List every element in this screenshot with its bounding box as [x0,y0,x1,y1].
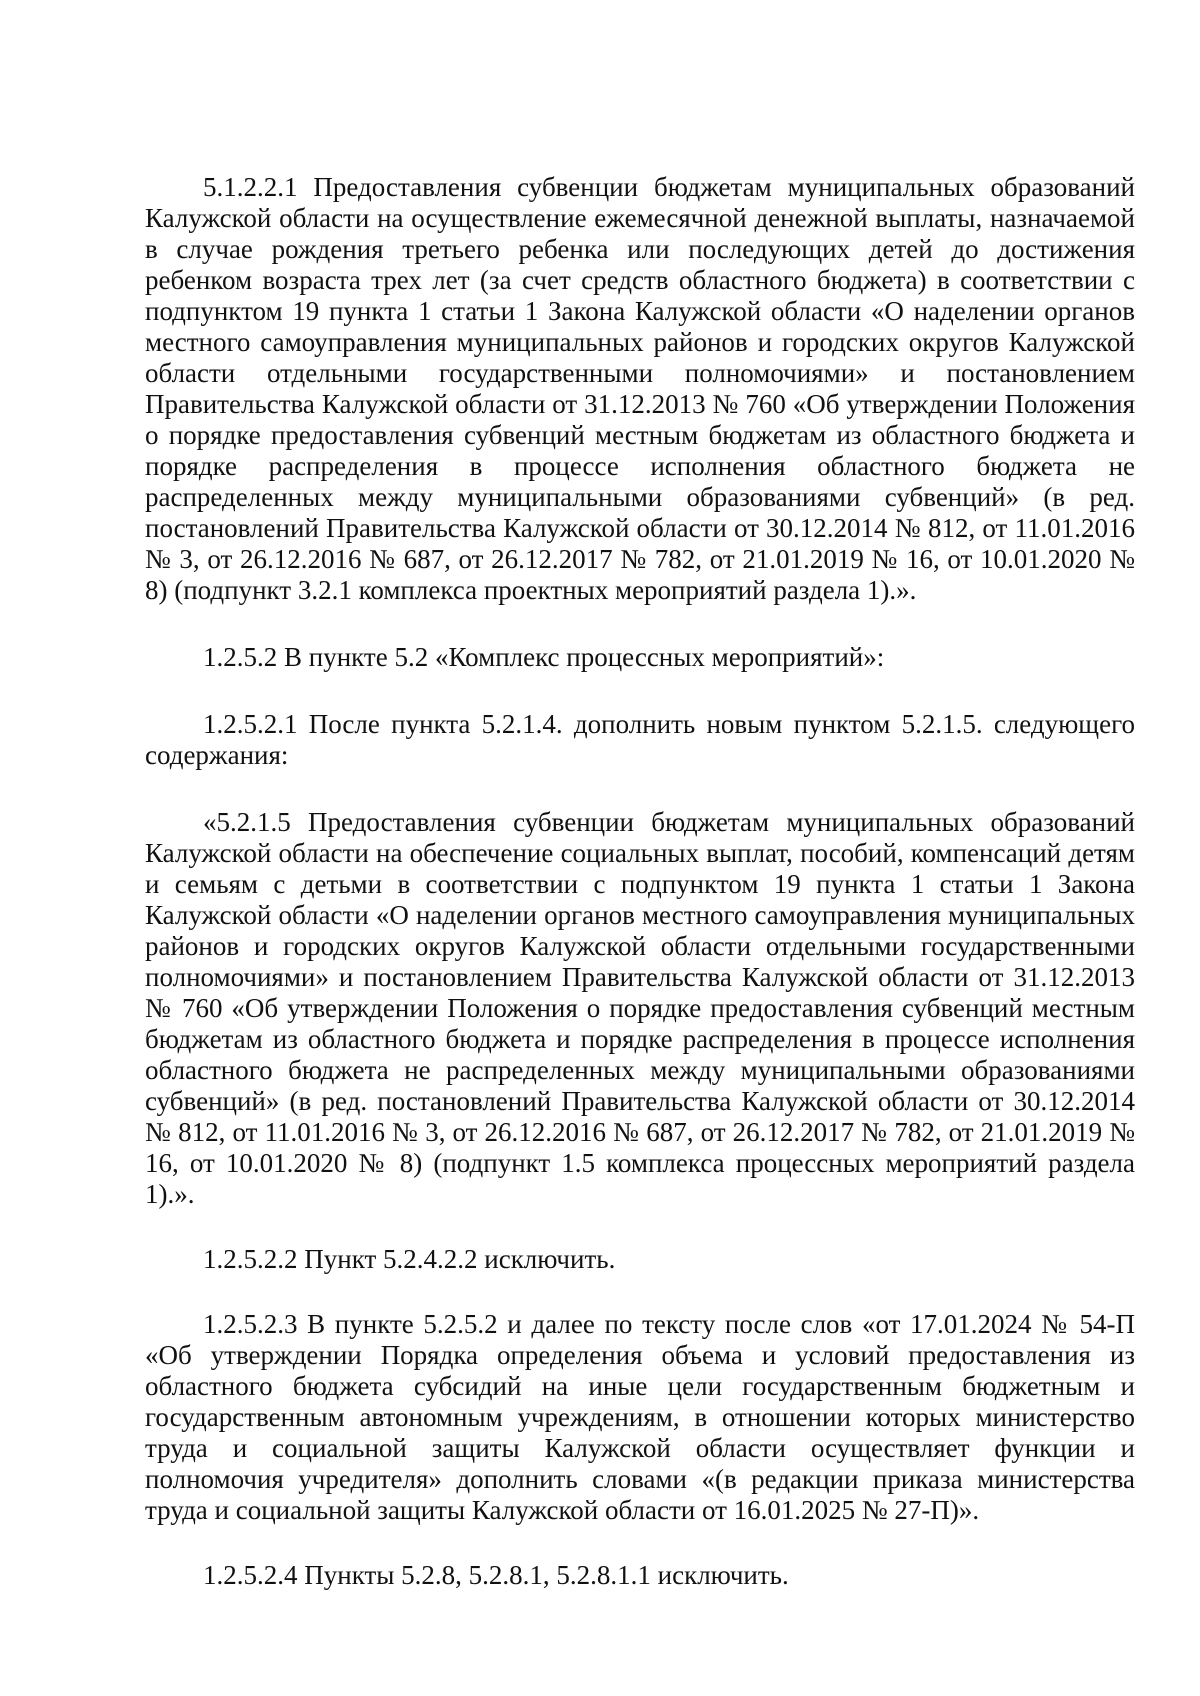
paragraph-1-2-5-2-3: 1.2.5.2.3 В пункте 5.2.5.2 и далее по тексту после слов «от 17.01.2024 № 54-П «Об утверждении Порядка определения объема и условий предоставления из областного бюджета субсидий на иные цели государственным бюджетным и государственным автономным учреждениям, в отношении которых министерство труда и социальной защиты Калужской области осуществляет функции и полномочия учредителя» дополнить словами «(в редакции приказа министерства труда и социальной защиты Калужской области от 16.01.2025 № 27-П)». [145,1309,1135,1525]
document-body [145,172,1135,1591]
paragraph-5-1-2-2-1: 5.1.2.2.1 Предоставления субвенции бюджетам муниципальных образований Калужской области на осуществление ежемесячной денежной выплаты, назначаемой в случае рождения третьего ребенка или последующих детей до достижения ребенком возраста трех лет (за счет средств областного бюджета) в соответствии с подпунктом 19 пункта 1 статьи 1 Закона Калужской области «О наделении органов местного самоуправления муниципальных районов и городских округов Калужской области отдельными государственными полномочиями» и постановлением Правительства Калужской области от 31.12.2013 № 760 «Об утверждении Положения о порядке предоставления субвенций местным бюджетам из областного бюджета и порядке распределения в процессе исполнения областного бюджета не распределенных между муниципальными образованиями субвенций» (в ред. постановлений Правительства Калужской области от 30.12.2014 № 812, от 11.01.2016 № 3, от 26.12.2016 № 687, от 26.12.2017 № 782, от 21.01.2019 № 16, от 10.01.2020 № 8) (подпункт 3.2.1 комплекса проектных мероприятий раздела 1).». [145,172,1135,605]
paragraph-1-2-5-2-1: 1.2.5.2.1 После пункта 5.2.1.4. дополнить новым пунктом 5.2.1.5. следующего содержания: [145,709,1135,770]
paragraph-1-2-5-2: 1.2.5.2 В пункте 5.2 «Комплекс процессных мероприятий»: [203,642,885,672]
paragraph-1-2-5-2-2: 1.2.5.2.2 Пункт 5.2.4.2.2 исключить. [203,1244,616,1274]
paragraph-1-2-5-2-4: 1.2.5.2.4 Пункты 5.2.8, 5.2.8.1, 5.2.8.1.1 исключить. [203,1560,789,1590]
paragraph-5-2-1-5: «5.2.1.5 Предоставления субвенции бюджетам муниципальных образований Калужской области на обеспечение социальных выплат, пособий, компенсаций детям и семьям с детьми в соответствии с подпунктом 19 пункта 1 статьи 1 Закона Калужской области «О наделении органов местного самоуправления муниципальных районов и городских округов Калужской области отдельными государственными полномочиями» и постановлением Правительства Калужской области от 31.12.2013 № 760 «Об утверждении Положения о порядке предоставления субвенций местным бюджетам из областного бюджета и порядке распределения в процессе исполнения областного бюджета не распределенных между муниципальными образованиями субвенций» (в ред. постановлений Правительства Калужской области от 30.12.2014 № 812, от 11.01.2016 № 3, от 26.12.2016 № 687, от 26.12.2017 № 782, от 21.01.2019 № 16, от 10.01.2020 № 8) (подпункт 1.5 комплекса процессных мероприятий раздела 1).». [145,807,1135,1209]
